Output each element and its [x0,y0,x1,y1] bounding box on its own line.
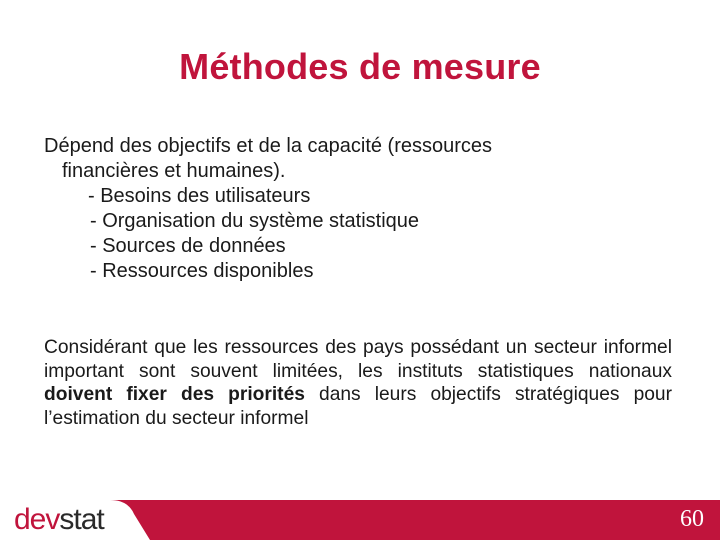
bullet-item: - Besoins des utilisateurs [88,185,311,207]
devstat-logo [0,500,150,540]
bullet-item: - Sources de données [90,235,286,257]
bullet-item: - Ressources disponibles [90,260,314,282]
paragraph-text-end: dans leurs objectifs stratégiques pour l’estimation du secteur informel [44,384,672,429]
bullet-list [44,184,644,284]
paragraph-emphasis: doivent fixer des priorités [44,384,305,405]
intro-block [44,134,644,284]
logo-dev: dev [14,503,60,536]
intro-line-1: Dépend des objectifs et de la capacité (ressources [44,135,493,157]
footer-bar [0,500,720,540]
logo-wordmark [14,503,104,537]
intro-line-2: financières et humaines). [62,160,286,182]
slide-title: Méthodes de mesure [179,46,541,87]
bullet-item: - Organisation du système statistique [90,210,420,232]
paragraph-text-start: Considérant que les ressources des pays possédant un secteur informel important sont souvent limitées, les instituts statistiques nationaux [44,337,672,382]
page-number: 60 [680,506,704,532]
logo-stat: stat [59,503,104,536]
body-paragraph [44,336,672,430]
